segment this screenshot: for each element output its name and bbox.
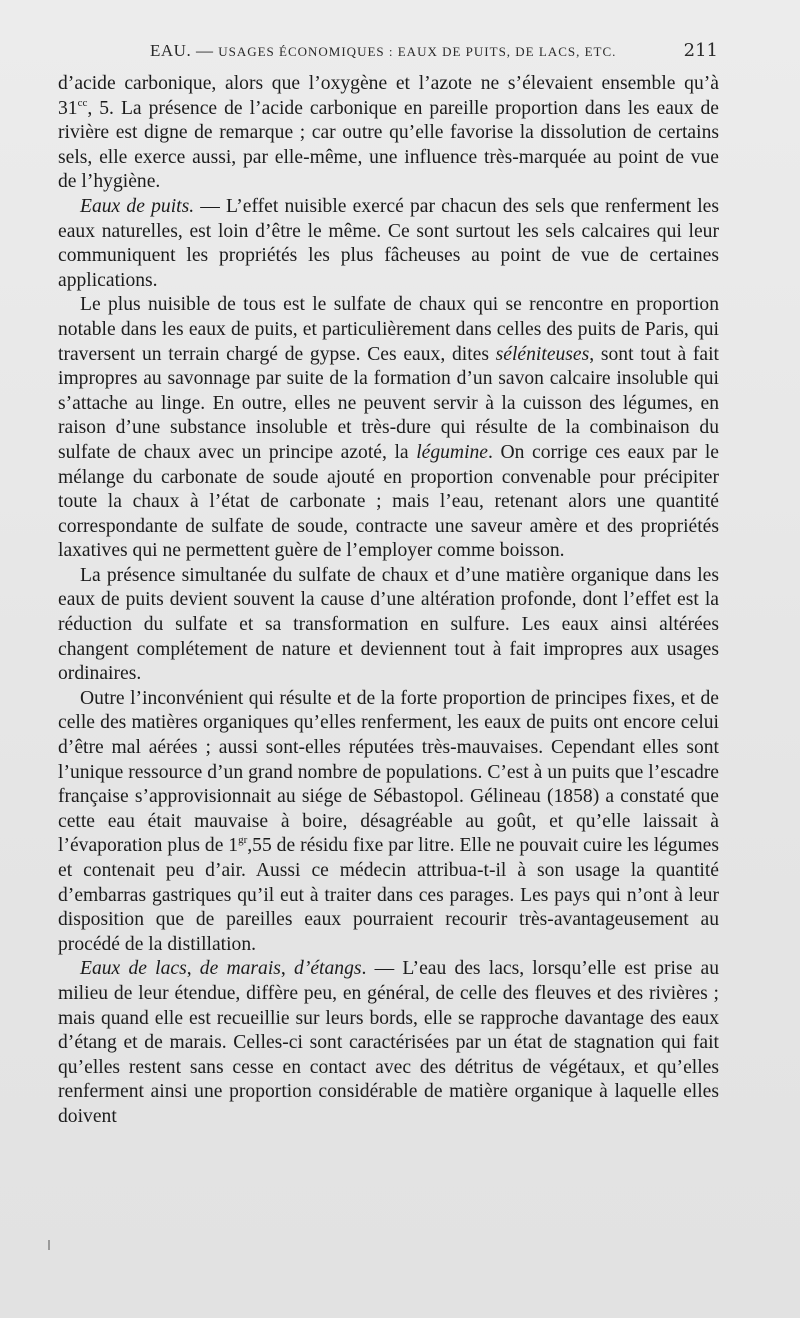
text-run: , — [186, 958, 200, 980]
italic-text: Eaux de lacs — [80, 958, 187, 980]
superscript-unit: cc — [77, 96, 88, 109]
text-run: Outre l’inconvénient qui résulte et de la forte proportion de principes fixes, et de celle des matières organiques qu’elles renferment, les eaux de puits ont encore celui d’être mal aérées ; aussi sont-elles réputées très-mauvaises. Cependant elles sont l’unique ressource d’un grand nombre de populations. C’est à un puits que l’escadre française s’approvisionnait au siége de Sébastopol. Gélineau (1858) a constaté que cette eau était mauvaise à boire, désagréable au goût, et qu’elle laissait à l’évaporation plus de 1 — [58, 687, 719, 857]
text-run: , 5. La présence de l’acide carbonique en pareille proportion dans les eaux de rivière est digne de remarque ; car outre qu’elle favorise la dissolution de certains sels, elle exerce aussi, par elle-même, une influence très-marquée au point de vue de l’hygiène. — [58, 97, 719, 193]
page-number: 211 — [683, 40, 718, 61]
paragraph-eaux-de-lacs — [58, 957, 719, 1129]
text-run: La présence simultanée du sulfate de chaux et d’une matière organique dans les eaux de puits devient souvent la cause d’une altération profonde, dont l’effet est la réduction du sulfate et sa transformation en sulfure. Les eaux ainsi altérées changent complétement de nature et deviennent tout à fait impropres aux usages ordinaires. — [58, 564, 719, 685]
stray-ink-mark — [48, 1240, 50, 1250]
running-header-title — [150, 41, 616, 61]
italic-text: séléniteuses — [495, 343, 590, 365]
italic-text: Eaux de puits. — [80, 195, 195, 217]
text-run: Le plus nuisible de tous est le sulfate de chaux qui se rencontre en proportion notable dans les eaux de puits, et particulièrement dans celles des puits de Paris, qui traversent un terrain chargé de gypse. Ces eaux, dites — [58, 294, 719, 365]
paragraph — [58, 687, 719, 958]
text-run: — L’effet nuisible exercé par chacun des sels que renferment les eaux naturelles, est loin d’être le même. Ce sont surtout les sels calcaires qui leur communiquent les propriétés les plus fâcheuses au point de vue de certaines applications. — [58, 195, 719, 291]
text-run: , — [280, 958, 295, 980]
italic-text: de marais — [199, 958, 281, 980]
italic-text: légumine — [416, 441, 489, 463]
header-title-sub: USAGES ÉCONOMIQUES : EAUX DE PUITS, DE LACS, ETC. — [218, 44, 617, 59]
italic-text: d’étangs — [294, 958, 362, 980]
body-text — [58, 72, 719, 1130]
header-title-dash: — — [195, 41, 214, 60]
header-title-main: EAU. — [150, 41, 192, 60]
text-run: , sont tout à fait impropres au savonnage par suite de la formation d’un savon calcaire insoluble qui s’attache au linge. En outre, elles ne peuvent servir à la cuisson des légumes, en raison d’une substance insoluble et très-dure qui résulte de la combinaison du sulfate de chaux avec un principe azoté, la — [58, 343, 719, 463]
text-run: . — L’eau des lacs, lorsqu’elle est prise au milieu de leur étendue, diffère peu, en général, de celle des fleuves et des rivières ; mais quand elle est recueillie sur leurs bords, elle se rapproche davantage des eaux d’étang et de marais. Celles-ci sont caractérisées par un état de stagnation qui fait qu’elles restent sans cesse en contact avec des détritus de végétaux, et qu’elles renferment ainsi une proportion considérable de matière organique à laquelle elles doivent — [58, 958, 719, 1127]
text-run: . On corrige ces eaux par le mélange du carbonate de soude ajouté en proportion convenable pour précipiter toute la chaux à l’état de carbonate ; mais l’eau, retenant alors une quantité correspondante de sulfate de soude, contracte une saveur amère et des propriétés laxatives qui ne permettent guère de l’employer comme boisson. — [58, 441, 719, 562]
superscript-unit: gr — [238, 834, 248, 847]
paragraph — [58, 564, 719, 687]
text-run: ,55 de résidu fixe par litre. Elle ne pouvait cuire les légumes et contenait peu d’air. Aussi ce médecin attribua-t-il à son usage la quantité d’embarras gastriques qu’il eut à traiter dans ces parages. Les pays qui n’ont à leur disposition que de pareilles eaux pourraient recourir très-avantageusement au procédé de la distillation. — [58, 835, 720, 955]
text-run: d’acide carbonique, alors que l’oxygène et l’azote ne s’élevaient ensemble qu’à 31 — [58, 73, 719, 119]
paragraph-eaux-de-puits — [58, 195, 719, 293]
running-header — [150, 40, 718, 68]
paragraph — [58, 72, 719, 195]
paragraph — [58, 293, 719, 564]
